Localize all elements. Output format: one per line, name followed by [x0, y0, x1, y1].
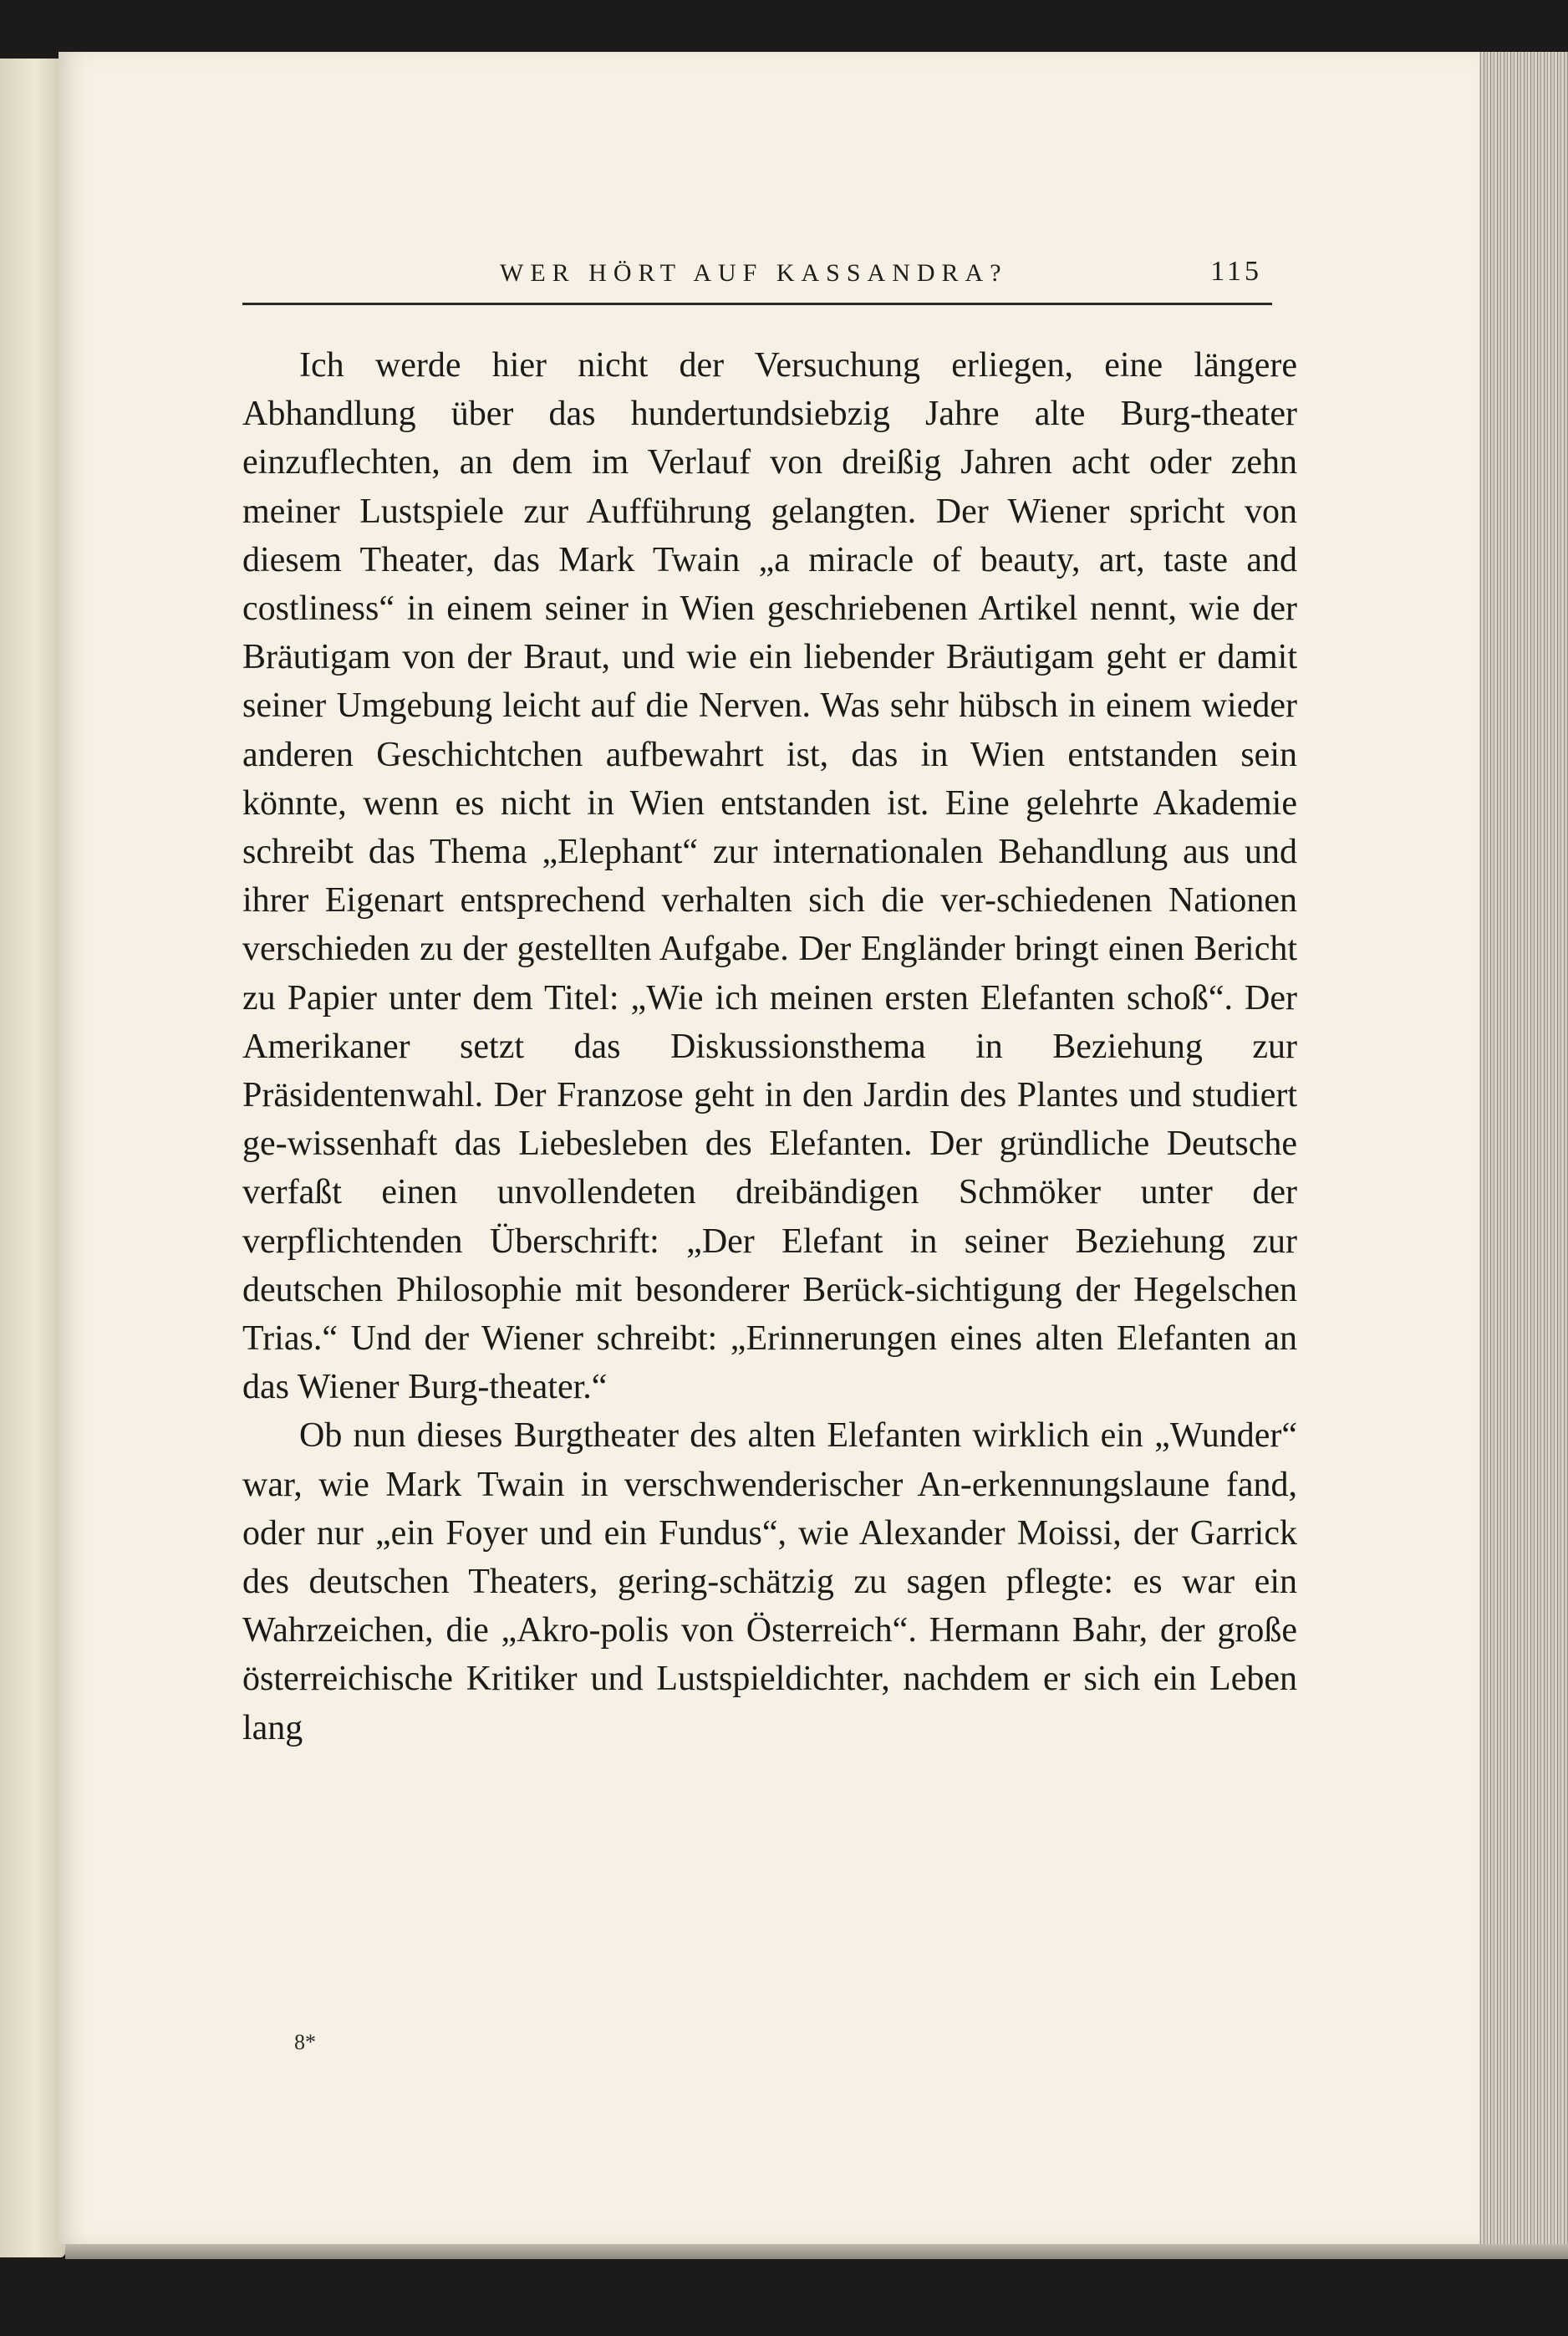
running-title: WER HÖRT AUF KASSANDRA? — [500, 259, 1008, 287]
previous-page-edge — [0, 59, 65, 2257]
page-number: 115 — [1210, 256, 1262, 287]
header-rule — [242, 303, 1272, 305]
book-bottom-edge — [65, 2244, 1568, 2259]
paragraph: Ich werde hier nicht der Versuchung erliegen, eine längere Abhandlung über das hundertundsiebzig Jahre alte Burg-theater einzuflechten, an dem im Verlauf von dreißig Jahren acht oder zehn meiner Lustspiele zur Aufführung gelangten. Der Wiener spricht von diesem Theater, das Mark Twain „a miracle of beauty, art, taste and costliness“ in einem seiner in Wien geschriebenen Artikel nennt, wie der Bräutigam von der Braut, und wie ein liebender Bräutigam geht er damit seiner Umgebung leicht auf die Nerven. Was sehr hübsch in einem wieder anderen Geschichtchen aufbewahrt ist, das in Wien entstanden sein könnte, wenn es nicht in Wien entstanden ist. Eine gelehrte Akademie schreibt das Thema „Elephant“ zur internationalen Behandlung aus und ihrer Eigenart entsprechend verhalten sich die ver-schiedenen Nationen verschieden zu der gestellten Aufgabe. Der Engländer bringt einen Bericht zu Papier unter dem Titel: „Wie ich meinen ersten Elefanten schoß“. Der Amerikaner setzt das Diskussionsthema in Beziehung zur Präsidentenwahl. Der Franzose geht in den Jardin des Plantes und studiert ge-wissenhaft das Liebesleben des Elefanten. Der gründliche Deutsche verfaßt einen unvollendeten dreibändigen Schmöker unter der verpflichtenden Überschrift: „Der Elefant in seiner Beziehung zur deutschen Philosophie mit besonderer Berück-sichtigung der Hegelschen Trias.“ Und der Wiener schreibt: „Erinnerungen eines alten Elefanten an das Wiener Burg-theater.“ — [242, 346, 1297, 1407]
paragraph: Ob nun dieses Burgtheater des alten Elefanten wirklich ein „Wunder“ war, wie Mark Twain in verschwenderischer An-erkennungslaune fand, oder nur „ein Foyer und ein Fundus“, wie Alexander Moissi, der Garrick des deutschen Theaters, gering-schätzig zu sagen pflegte: es war ein Wahrzeichen, die „Akro-polis von Österreich“. Hermann Bahr, der große österreichische Kritiker und Lustspieldichter, nachdem er sich ein Leben lang — [242, 1416, 1297, 1747]
body-text — [242, 341, 1297, 1752]
signature-mark: 8* — [294, 2030, 316, 2054]
page-stack-edge — [1478, 52, 1568, 2259]
running-head — [242, 256, 1272, 309]
